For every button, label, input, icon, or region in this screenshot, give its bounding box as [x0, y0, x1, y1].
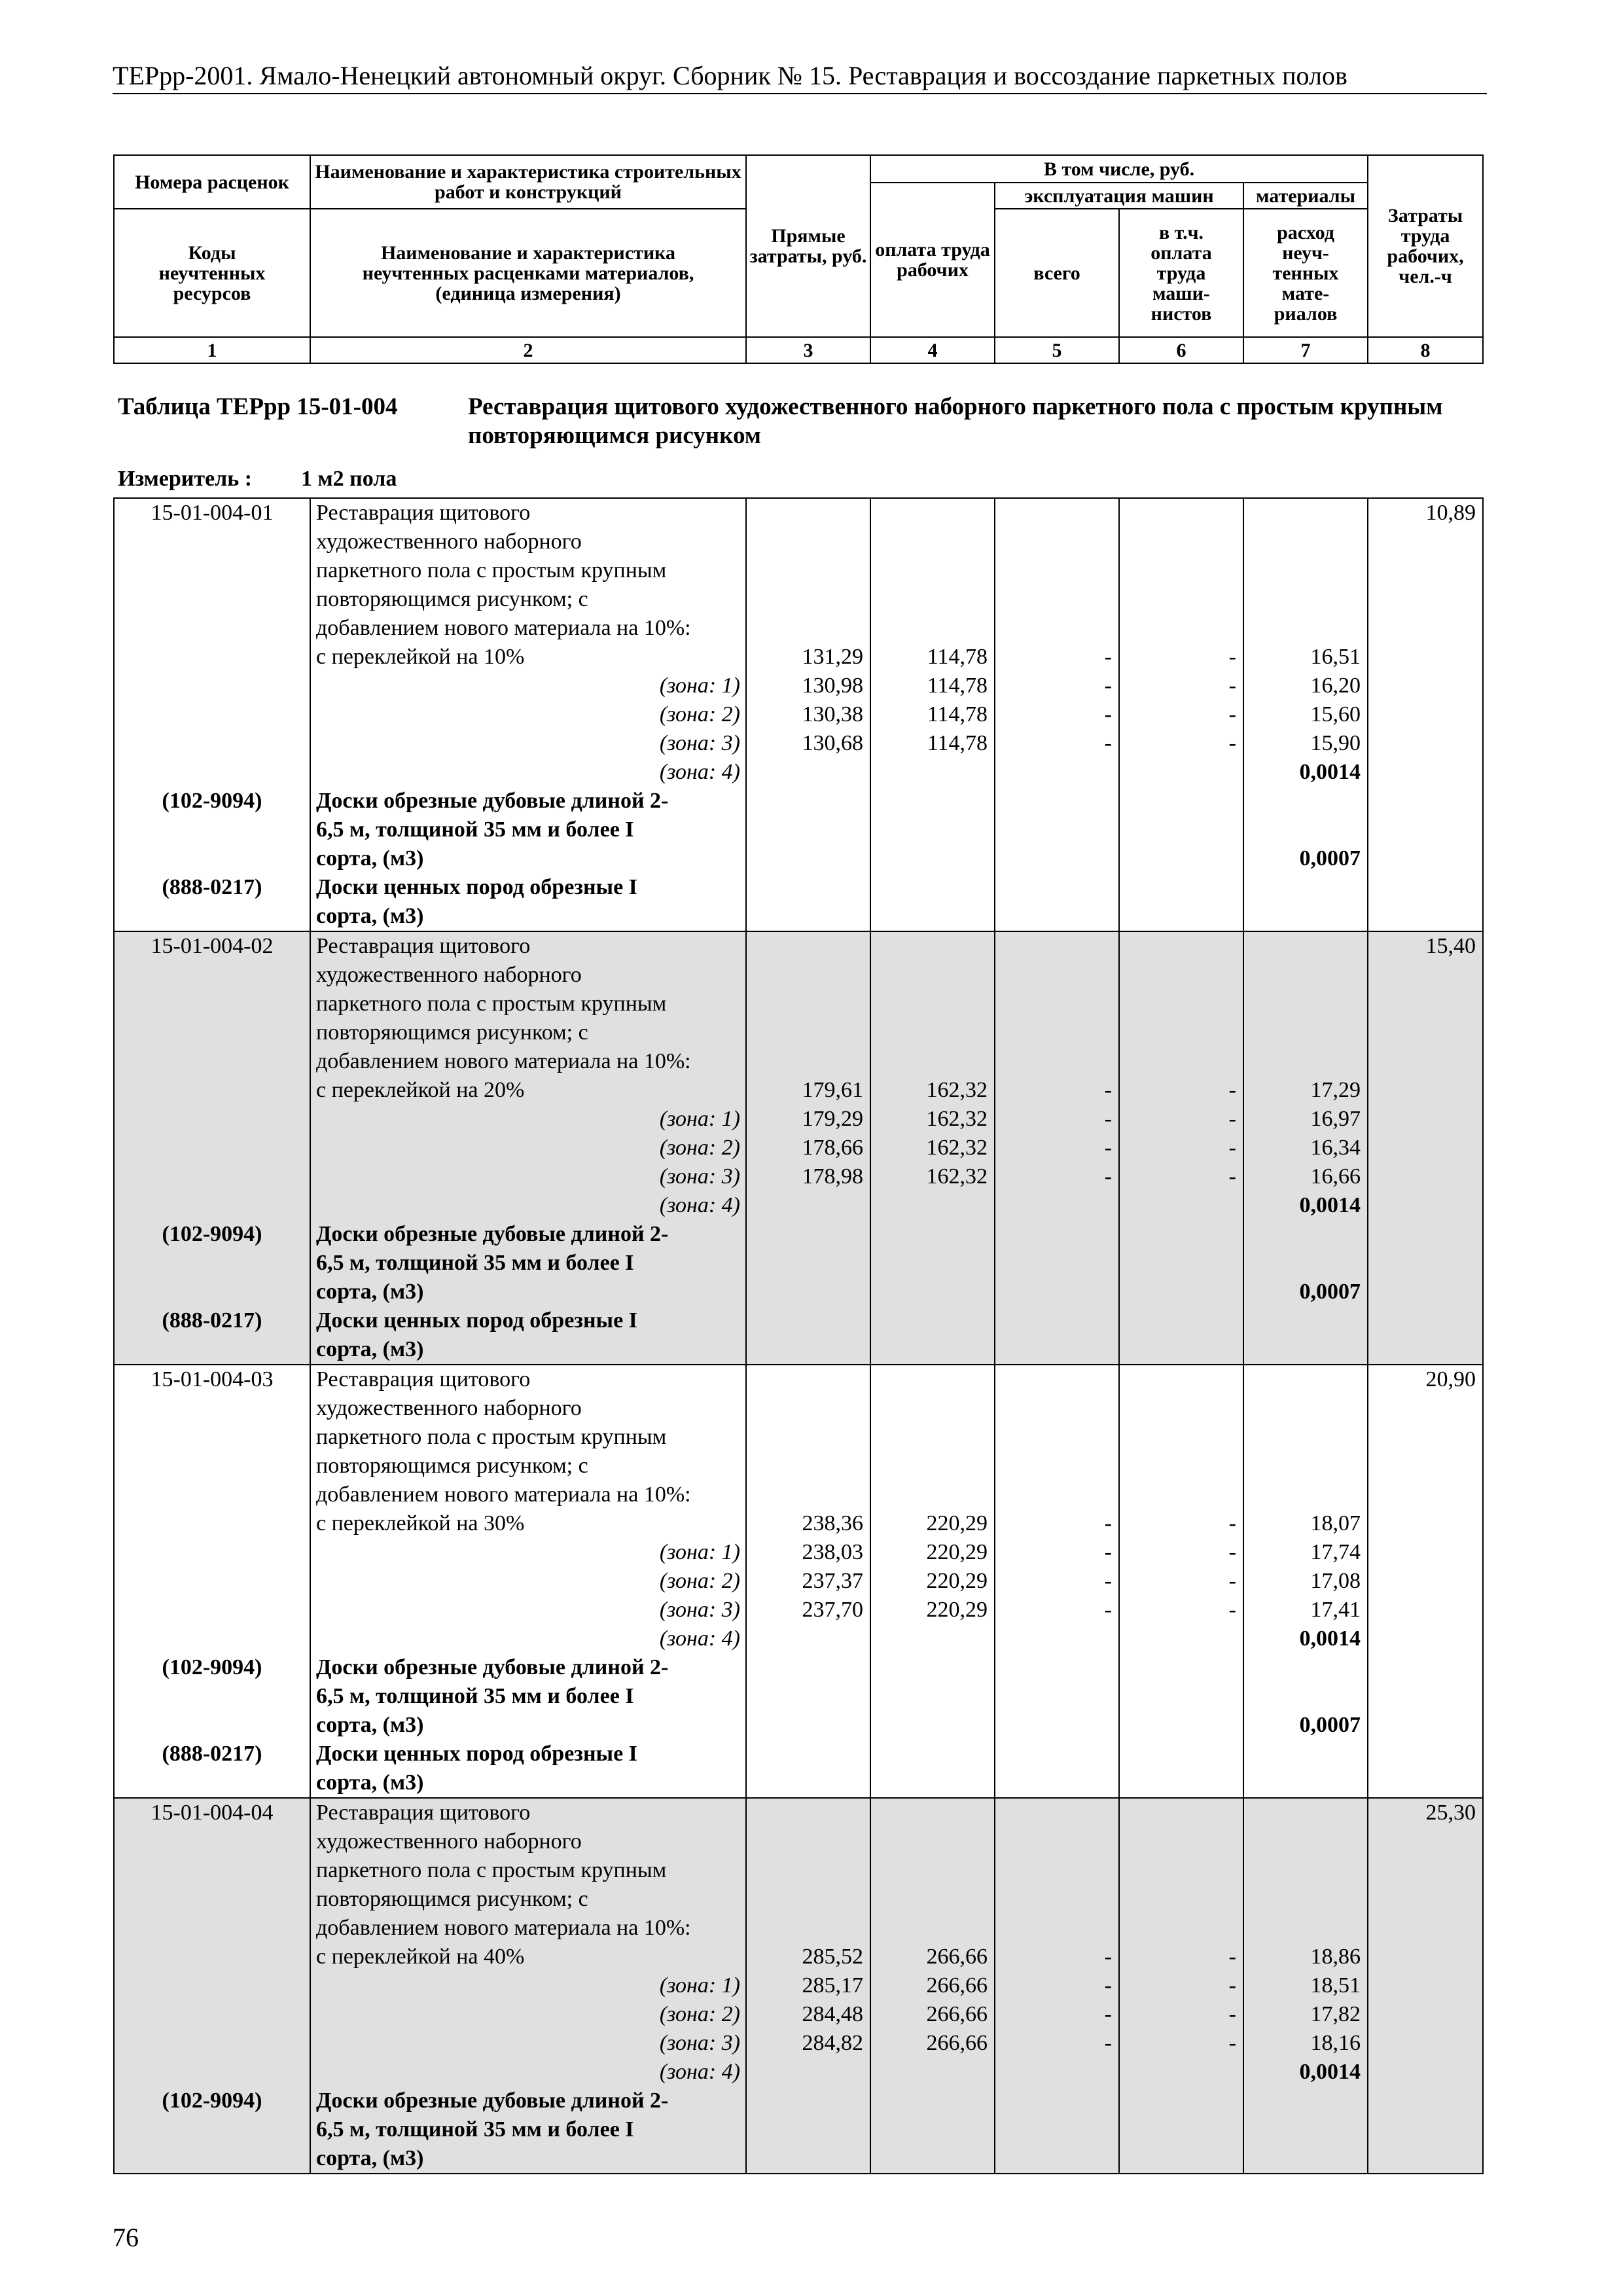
machine-total-value: - [1104, 673, 1112, 698]
materials-value: 17,41 [1310, 1598, 1361, 1622]
rate-code-cell [114, 931, 310, 1365]
description-line: с переклейкой на 30% [316, 1511, 525, 1535]
resource-name-line: сорта, (м3) [316, 1280, 424, 1304]
description-line: паркетного пола с простым крупным [316, 1858, 667, 1882]
header-worker-pay: оплата труда рабочих [870, 183, 995, 337]
worker-pay-cell [870, 1365, 995, 1798]
description-cell [310, 1798, 746, 2174]
machine-total-value: - [1104, 2031, 1112, 2055]
worker-pay-cell [870, 498, 995, 931]
rate-row [114, 1798, 1483, 2174]
direct-costs-cell [746, 498, 870, 931]
resource-name-line: сорта, (м3) [316, 1713, 424, 1737]
direct-costs-cell [746, 1365, 870, 1798]
zone-label: (зона: 3) [659, 1598, 740, 1622]
labor-cell [1368, 498, 1483, 931]
labor-value: 20,90 [1425, 1367, 1476, 1391]
materials-value: 16,51 [1310, 645, 1361, 669]
machine-total-value: - [1104, 1511, 1112, 1535]
column-number: 8 [1368, 337, 1483, 363]
description-line: повторяющимся рисунком; с [316, 1887, 588, 1911]
description-line: повторяющимся рисунком; с [316, 1020, 588, 1045]
rate-code: 15-01-004-02 [151, 934, 274, 958]
table-number: Таблица ТЕРрр 15-01-004 [118, 393, 398, 420]
zone-label: (зона: 1) [659, 1540, 740, 1564]
direct-costs-value: 179,29 [802, 1107, 863, 1131]
description [311, 932, 745, 1105]
direct-costs-value: 130,68 [802, 731, 863, 755]
description-line: с переклейкой на 20% [316, 1078, 525, 1102]
worker-pay-value: 114,78 [927, 731, 988, 755]
header-operator-pay: в т.ч. оплата труда маши- нистов [1119, 209, 1243, 337]
labor-cell [1368, 1365, 1483, 1798]
measure-value: 1 м2 пола [301, 467, 397, 491]
direct-costs-cell [746, 931, 870, 1365]
zone-label: (зона: 3) [659, 731, 740, 755]
header-unaccounted-consumption: расход неуч- тенных мате- риалов [1243, 209, 1368, 337]
page-number: 76 [113, 2223, 139, 2252]
operator-pay-value: - [1228, 1511, 1236, 1535]
materials-value: 16,66 [1310, 1164, 1361, 1189]
direct-costs-value: 178,66 [802, 1136, 863, 1160]
direct-costs-value: 284,48 [802, 2002, 863, 2026]
direct-costs-value: 285,17 [802, 1973, 863, 1998]
operator-pay-cell [1119, 1798, 1243, 2174]
table-name: Реставрация щитового художественного наборного паркетного пола с простым крупным повторяющимся рисунком [468, 393, 1443, 449]
description-line: Реставрация щитового [316, 1367, 531, 1391]
worker-pay-cell [870, 931, 995, 1365]
operator-pay-value: - [1228, 2031, 1236, 2055]
header-rule [113, 93, 1487, 94]
measure-line [118, 467, 397, 492]
direct-costs-cell [746, 1798, 870, 2174]
header-including: В том числе, руб. [870, 155, 1368, 183]
column-number: 4 [870, 337, 995, 363]
description-line: с переклейкой на 10% [316, 645, 525, 669]
materials-cell [1243, 498, 1368, 931]
operator-pay-value: - [1228, 731, 1236, 755]
labor-cell [1368, 1798, 1483, 2174]
materials-value: 17,82 [1310, 2002, 1361, 2026]
worker-pay-value: 266,66 [926, 2031, 988, 2055]
operator-pay-value: - [1228, 673, 1236, 698]
operator-pay-value: - [1228, 1540, 1236, 1564]
machine-total-value: - [1104, 1136, 1112, 1160]
direct-costs-value: 179,61 [802, 1078, 863, 1102]
machine-total-cell [995, 931, 1119, 1365]
spacer [1120, 1799, 1236, 1943]
resource-quantity: 0,0007 [1299, 846, 1361, 870]
spacer [995, 932, 1112, 1076]
header-resource-codes: Коды неучтенных ресурсов [114, 209, 310, 337]
description-line: художественного наборного [316, 529, 582, 554]
labor-value: 10,89 [1425, 501, 1476, 525]
header-machine-total: всего [995, 209, 1119, 337]
labor-cell [1368, 931, 1483, 1365]
materials-cell [1243, 1798, 1368, 2174]
operator-pay-value: - [1228, 2002, 1236, 2026]
direct-costs-value: 238,03 [802, 1540, 863, 1564]
spacer [1244, 499, 1361, 643]
worker-pay-value: 162,32 [926, 1078, 988, 1102]
machine-total-value: - [1104, 645, 1112, 669]
description-line: добавлением нового материала на 10%: [316, 1482, 691, 1507]
operator-pay-value: - [1228, 1078, 1236, 1102]
worker-pay-value: 114,78 [927, 702, 988, 726]
spacer [1120, 499, 1236, 643]
machine-total-value: - [1104, 2002, 1112, 2026]
direct-costs-value: 237,70 [802, 1598, 863, 1622]
rate-row [114, 1365, 1483, 1798]
rate-code: 15-01-004-04 [151, 1801, 274, 1825]
description-cell [310, 931, 746, 1365]
materials-value: 18,51 [1310, 1973, 1361, 1998]
spacer [1244, 1365, 1361, 1509]
operator-pay-value: - [1228, 1136, 1236, 1160]
operator-pay-cell [1119, 498, 1243, 931]
description-line: Реставрация щитового [316, 501, 531, 525]
operator-pay-value: - [1228, 1598, 1236, 1622]
spacer [871, 499, 988, 643]
labor-value: 25,30 [1425, 1801, 1476, 1825]
zone-label: (зона: 2) [659, 1569, 740, 1593]
machine-total-value: - [1104, 1569, 1112, 1593]
worker-pay-value: 220,29 [926, 1598, 988, 1622]
description-line: добавлением нового материала на 10%: [316, 616, 691, 640]
spacer [115, 528, 310, 787]
resource-name-line: сорта, (м3) [316, 1770, 424, 1795]
direct-costs-value: 284,82 [802, 2031, 863, 2055]
description [311, 499, 745, 672]
machine-total-cell [995, 1365, 1119, 1798]
description-line: повторяющимся рисунком; с [316, 587, 588, 611]
description-line: паркетного пола с простым крупным [316, 558, 667, 583]
operator-pay-value: - [1228, 1945, 1236, 1969]
machine-total-value: - [1104, 731, 1112, 755]
zone-label: (зона: 4) [659, 1193, 740, 1217]
header-labor-costs: Затраты труда рабочих, чел.-ч [1368, 155, 1483, 337]
direct-costs-value: 285,52 [802, 1945, 863, 1969]
description [311, 1365, 745, 1538]
spacer [747, 1799, 863, 1943]
materials-value: 17,29 [1310, 1078, 1361, 1102]
rate-code: 15-01-004-01 [151, 501, 274, 525]
resource-name-line: Доски ценных пород обрезные I [316, 1308, 637, 1333]
resource-name [311, 1306, 745, 1364]
operator-pay-value: - [1228, 645, 1236, 669]
zone-label: (зона: 1) [659, 1107, 740, 1131]
rate-code: 15-01-004-03 [151, 1367, 274, 1391]
spacer [1120, 932, 1236, 1076]
resource-name [311, 1220, 745, 1306]
description-line: с переклейкой на 40% [316, 1945, 525, 1969]
resource-code: (102-9094) [162, 1655, 262, 1679]
worker-pay-value: 266,66 [926, 2002, 988, 2026]
resource-name-line: Доски обрезные дубовые длиной 2- [316, 2089, 669, 2113]
materials-value: 18,16 [1310, 2031, 1361, 2055]
resource-quantity: 0,0007 [1299, 1713, 1361, 1737]
machine-total-value: - [1104, 1973, 1112, 1998]
resource-name-line: 6,5 м, толщиной 35 мм и более I [316, 1251, 634, 1275]
resource-name-line: 6,5 м, толщиной 35 мм и более I [316, 1684, 634, 1708]
column-number: 7 [1243, 337, 1368, 363]
materials-value: 16,20 [1310, 673, 1361, 698]
column-number: 2 [310, 337, 746, 363]
direct-costs-value: 130,38 [802, 702, 863, 726]
resource-name-line: 6,5 м, толщиной 35 мм и более I [316, 817, 634, 842]
column-number: 5 [995, 337, 1119, 363]
resource-name [311, 2087, 745, 2173]
description-cell [310, 498, 746, 931]
spacer [747, 932, 863, 1076]
header-machine-operation: эксплуатация машин [995, 183, 1243, 209]
description-line: добавлением нового материала на 10%: [316, 1916, 691, 1940]
description-line: добавлением нового материала на 10%: [316, 1049, 691, 1073]
rates-table [113, 497, 1484, 2174]
resource-name-line: Доски ценных пород обрезные I [316, 1742, 637, 1766]
worker-pay-value: 162,32 [926, 1136, 988, 1160]
header-materials: материалы [1243, 183, 1368, 209]
direct-costs-value: 131,29 [802, 645, 863, 669]
resource-name-line: Доски обрезные дубовые длиной 2- [316, 1222, 669, 1246]
resource-quantity: 0,0014 [1299, 2060, 1361, 2084]
materials-cell [1243, 931, 1368, 1365]
materials-cell [1243, 1365, 1368, 1798]
machine-total-cell [995, 1798, 1119, 2174]
worker-pay-value: 220,29 [926, 1511, 988, 1535]
materials-value: 18,86 [1310, 1945, 1361, 1969]
machine-total-value: - [1104, 702, 1112, 726]
description-line: Реставрация щитового [316, 934, 531, 958]
materials-value: 15,60 [1310, 702, 1361, 726]
spacer [115, 1394, 310, 1653]
spacer [747, 1365, 863, 1509]
worker-pay-value: 266,66 [926, 1973, 988, 1998]
rate-code-cell [114, 1365, 310, 1798]
materials-value: 17,74 [1310, 1540, 1361, 1564]
spacer [871, 1365, 988, 1509]
resource-name-line: Доски обрезные дубовые длиной 2- [316, 789, 669, 813]
resource-quantity: 0,0014 [1299, 1626, 1361, 1651]
spacer [115, 1827, 310, 2087]
spacer [995, 499, 1112, 643]
machine-total-value: - [1104, 1078, 1112, 1102]
resource-code: (102-9094) [162, 2089, 262, 2113]
spacer [1244, 932, 1361, 1076]
header-work-name: Наименование и характеристика строительных работ и конструкций [310, 155, 746, 209]
zone-label: (зона: 4) [659, 2060, 740, 2084]
spacer [747, 499, 863, 643]
resource-code: (888-0217) [162, 1308, 262, 1333]
resource-name-line: сорта, (м3) [316, 846, 424, 870]
operator-pay-cell [1119, 1365, 1243, 1798]
column-number-row [114, 337, 1483, 363]
zone-label: (зона: 4) [659, 1626, 740, 1651]
worker-pay-cell [870, 1798, 995, 2174]
resource-quantity: 0,0007 [1299, 1280, 1361, 1304]
machine-total-value: - [1104, 1540, 1112, 1564]
worker-pay-value: 220,29 [926, 1540, 988, 1564]
zone-label: (зона: 2) [659, 1136, 740, 1160]
resource-code: (102-9094) [162, 789, 262, 813]
description-line: художественного наборного [316, 1396, 582, 1420]
column-number: 6 [1119, 337, 1243, 363]
spacer [995, 1799, 1112, 1943]
spacer [871, 1799, 988, 1943]
resource-name-line: сорта, (м3) [316, 2146, 424, 2170]
header-material-name: Наименование и характеристика неучтенных расценками материалов, (единица измерения) [310, 209, 746, 337]
resource-name-line: Доски ценных пород обрезные I [316, 875, 637, 899]
column-header-table [113, 154, 1484, 364]
direct-costs-value: 238,36 [802, 1511, 863, 1535]
operator-pay-value: - [1228, 1973, 1236, 1998]
zone-label: (зона: 1) [659, 673, 740, 698]
resource-name-line: Доски обрезные дубовые длиной 2- [316, 1655, 669, 1679]
resource-name-line: сорта, (м3) [316, 904, 424, 928]
direct-costs-value: 178,98 [802, 1164, 863, 1189]
direct-costs-value: 130,98 [802, 673, 863, 698]
zone-label: (зона: 2) [659, 2002, 740, 2026]
materials-value: 16,97 [1310, 1107, 1361, 1131]
machine-total-value: - [1104, 1107, 1112, 1131]
spacer [995, 1365, 1112, 1509]
direct-costs-value: 237,37 [802, 1569, 863, 1593]
zone-label: (зона: 3) [659, 1164, 740, 1189]
header-direct-costs: Прямые затраты, руб. [746, 155, 870, 337]
resource-quantity: 0,0014 [1299, 1193, 1361, 1217]
running-header: ТЕРрр-2001. Ямало-Ненецкий автономный округ. Сборник № 15. Реставрация и воссоздание паркетных полов [113, 61, 1347, 90]
resource-name [311, 1740, 745, 1797]
materials-value: 15,90 [1310, 731, 1361, 755]
resource-name-line: сорта, (м3) [316, 1337, 424, 1361]
resource-quantity: 0,0014 [1299, 760, 1361, 784]
machine-total-value: - [1104, 1164, 1112, 1189]
materials-value: 18,07 [1310, 1511, 1361, 1535]
measure-label: Измеритель : [118, 467, 253, 491]
header-rate-numbers: Номера расценок [114, 155, 310, 209]
resource-code: (888-0217) [162, 1742, 262, 1766]
machine-total-cell [995, 498, 1119, 931]
description-line: паркетного пола с простым крупным [316, 992, 667, 1016]
description-line: паркетного пола с простым крупным [316, 1425, 667, 1449]
description-cell [310, 1365, 746, 1798]
zone-label: (зона: 2) [659, 702, 740, 726]
resource-name-line: 6,5 м, толщиной 35 мм и более I [316, 2117, 634, 2142]
machine-total-value: - [1104, 1945, 1112, 1969]
resource-name [311, 1653, 745, 1740]
rate-row [114, 498, 1483, 931]
operator-pay-value: - [1228, 1569, 1236, 1593]
rate-code-cell [114, 498, 310, 931]
worker-pay-value: 220,29 [926, 1569, 988, 1593]
spacer [1244, 1799, 1361, 1943]
description-line: художественного наборного [316, 1829, 582, 1854]
description [311, 1799, 745, 1971]
description-line: повторяющимся рисунком; с [316, 1454, 588, 1478]
description-line: Реставрация щитового [316, 1801, 531, 1825]
operator-pay-cell [1119, 931, 1243, 1365]
column-number: 1 [114, 337, 310, 363]
rate-code-cell [114, 1798, 310, 2174]
spacer [1120, 1365, 1236, 1509]
spacer [871, 932, 988, 1076]
spacer [115, 961, 310, 1220]
operator-pay-value: - [1228, 702, 1236, 726]
zone-label: (зона: 3) [659, 2031, 740, 2055]
worker-pay-value: 162,32 [926, 1107, 988, 1131]
materials-value: 17,08 [1310, 1569, 1361, 1593]
resource-code: (102-9094) [162, 1222, 262, 1246]
resource-name [311, 787, 745, 873]
column-number: 3 [746, 337, 870, 363]
operator-pay-value: - [1228, 1164, 1236, 1189]
description-line: художественного наборного [316, 963, 582, 987]
labor-value: 15,40 [1425, 934, 1476, 958]
machine-total-value: - [1104, 1598, 1112, 1622]
rate-row [114, 931, 1483, 1365]
resource-name [311, 873, 745, 931]
worker-pay-value: 162,32 [926, 1164, 988, 1189]
zone-label: (зона: 1) [659, 1973, 740, 1998]
resource-code: (888-0217) [162, 875, 262, 899]
materials-value: 16,34 [1310, 1136, 1361, 1160]
zone-label: (зона: 4) [659, 760, 740, 784]
operator-pay-value: - [1228, 1107, 1236, 1131]
worker-pay-value: 114,78 [927, 673, 988, 698]
worker-pay-value: 114,78 [927, 645, 988, 669]
worker-pay-value: 266,66 [926, 1945, 988, 1969]
